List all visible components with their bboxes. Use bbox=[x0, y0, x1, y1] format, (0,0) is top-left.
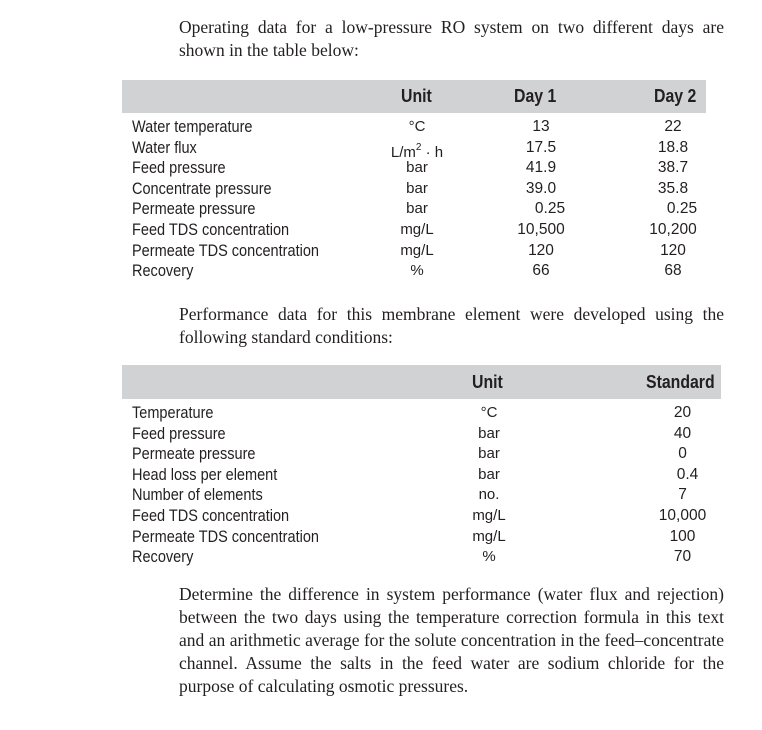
unit-base: L/m bbox=[390, 143, 416, 161]
table2-standard-value: 10,000 bbox=[658, 506, 707, 524]
table1-day1-value: 120 bbox=[528, 241, 554, 259]
table1-header-day2: Day 2 bbox=[654, 86, 697, 106]
table2-standard-value: 0 bbox=[678, 445, 687, 463]
table2-row-label: Permeate pressure bbox=[132, 445, 256, 464]
table1-row-label: Permeate pressure bbox=[132, 200, 256, 219]
table2-row-unit: bar bbox=[478, 465, 500, 483]
table1-day1-value: 41.9 bbox=[525, 159, 557, 177]
table2-row-unit: mg/L bbox=[472, 506, 506, 524]
performance-intro-paragraph: Performance data for this membrane element were developed using the following standard conditions: bbox=[179, 304, 724, 347]
table1-row-label: Concentrate pressure bbox=[132, 179, 272, 198]
table2-header-unit: Unit bbox=[472, 372, 503, 392]
table1-row-unit: mg/L bbox=[400, 220, 434, 238]
table2-standard-column bbox=[640, 403, 725, 568]
table1-row-unit: °C bbox=[408, 118, 426, 135]
table1-header-unit: Unit bbox=[401, 86, 432, 106]
table1-row-label: Feed TDS concentration bbox=[132, 220, 290, 239]
table1-row-label: Water temperature bbox=[132, 118, 253, 136]
table2-standard-value: 20 bbox=[673, 404, 692, 421]
table2-row-label: Number of elements bbox=[132, 486, 263, 505]
table1-day2-value: 0.25 bbox=[666, 200, 698, 218]
table1-row-label: Water flux bbox=[132, 138, 197, 157]
table2-row-label: Head loss per element bbox=[132, 465, 278, 484]
table1-day2-value: 120 bbox=[660, 241, 686, 259]
table2-standard-value: 70 bbox=[673, 548, 692, 566]
unit-superscript: 2 bbox=[415, 141, 422, 153]
unit-tail: · h bbox=[421, 143, 444, 161]
table1-day1-column bbox=[496, 117, 586, 282]
table1-day2-value: 35.8 bbox=[657, 179, 689, 197]
intro-paragraph: Operating data for a low-pressure RO system on two different days are shown in the table below: bbox=[179, 17, 724, 60]
table2-row-unit: % bbox=[482, 548, 496, 566]
table1-row-label: Feed pressure bbox=[132, 159, 226, 178]
table1-row-unit: bar bbox=[406, 200, 428, 218]
table1-row-unit bbox=[382, 138, 452, 159]
table2-row-label: Temperature bbox=[132, 404, 214, 422]
table1-day1-value: 66 bbox=[532, 262, 550, 280]
table2-standard-value: 7 bbox=[678, 486, 687, 504]
table2-row-label: Recovery bbox=[132, 548, 194, 567]
table2-row-label: Permeate TDS concentration bbox=[132, 527, 319, 546]
table2-row-unit: mg/L bbox=[472, 527, 506, 545]
table1-row-unit: % bbox=[410, 262, 424, 280]
table1-day2-value: 18.8 bbox=[657, 138, 689, 156]
table1-day1-value: 13 bbox=[532, 118, 550, 135]
table1-day2-value: 22 bbox=[664, 118, 682, 135]
table1-day1-value: 10,500 bbox=[517, 220, 565, 238]
table2-unit-column bbox=[454, 403, 524, 568]
table1-row-label: Permeate TDS concentration bbox=[132, 241, 319, 260]
table1-header-day1: Day 1 bbox=[514, 86, 557, 106]
table2-row-unit: no. bbox=[478, 486, 500, 504]
table2-standard-value: 0.4 bbox=[676, 465, 699, 483]
table2-standard-value: 40 bbox=[673, 424, 692, 442]
table2-label-column bbox=[132, 403, 319, 568]
table1-day1-value: 39.0 bbox=[525, 179, 557, 197]
table1-day2-value: 10,200 bbox=[649, 220, 697, 238]
table1-day1-value: 17.5 bbox=[525, 138, 557, 156]
table1-day1-value: 0.25 bbox=[534, 200, 566, 218]
table2-row-label: Feed TDS concentration bbox=[132, 506, 290, 525]
table2-header-standard: Standard bbox=[646, 372, 715, 392]
table1-row-unit: mg/L bbox=[400, 241, 434, 259]
table1-unit-column bbox=[382, 117, 452, 282]
table1-row-unit: bar bbox=[406, 159, 428, 177]
question-paragraph: Determine the difference in system performance (water flux and rejection) between the two days using the temperature correction formula in this text and an arithmetic average for the solute concentration in the feed–concentrate channel. Assume the salts in the feed water are sodium chloride for the purpose of calculating osmotic pressures. bbox=[179, 584, 724, 696]
table2-standard-value: 100 bbox=[669, 527, 696, 545]
table1-day2-value: 38.7 bbox=[657, 159, 689, 177]
table1-label-column bbox=[132, 117, 319, 282]
table2-row-unit: bar bbox=[478, 445, 500, 463]
table1-day2-value: 68 bbox=[664, 262, 682, 280]
table1-row-unit: bar bbox=[406, 179, 428, 197]
table1-row-label: Recovery bbox=[132, 262, 194, 281]
table1-day2-column bbox=[628, 117, 718, 282]
table2-row-unit: °C bbox=[480, 404, 498, 421]
table2-header-band bbox=[122, 365, 721, 399]
table2-row-unit: bar bbox=[478, 424, 500, 442]
table2-row-label: Feed pressure bbox=[132, 424, 226, 443]
